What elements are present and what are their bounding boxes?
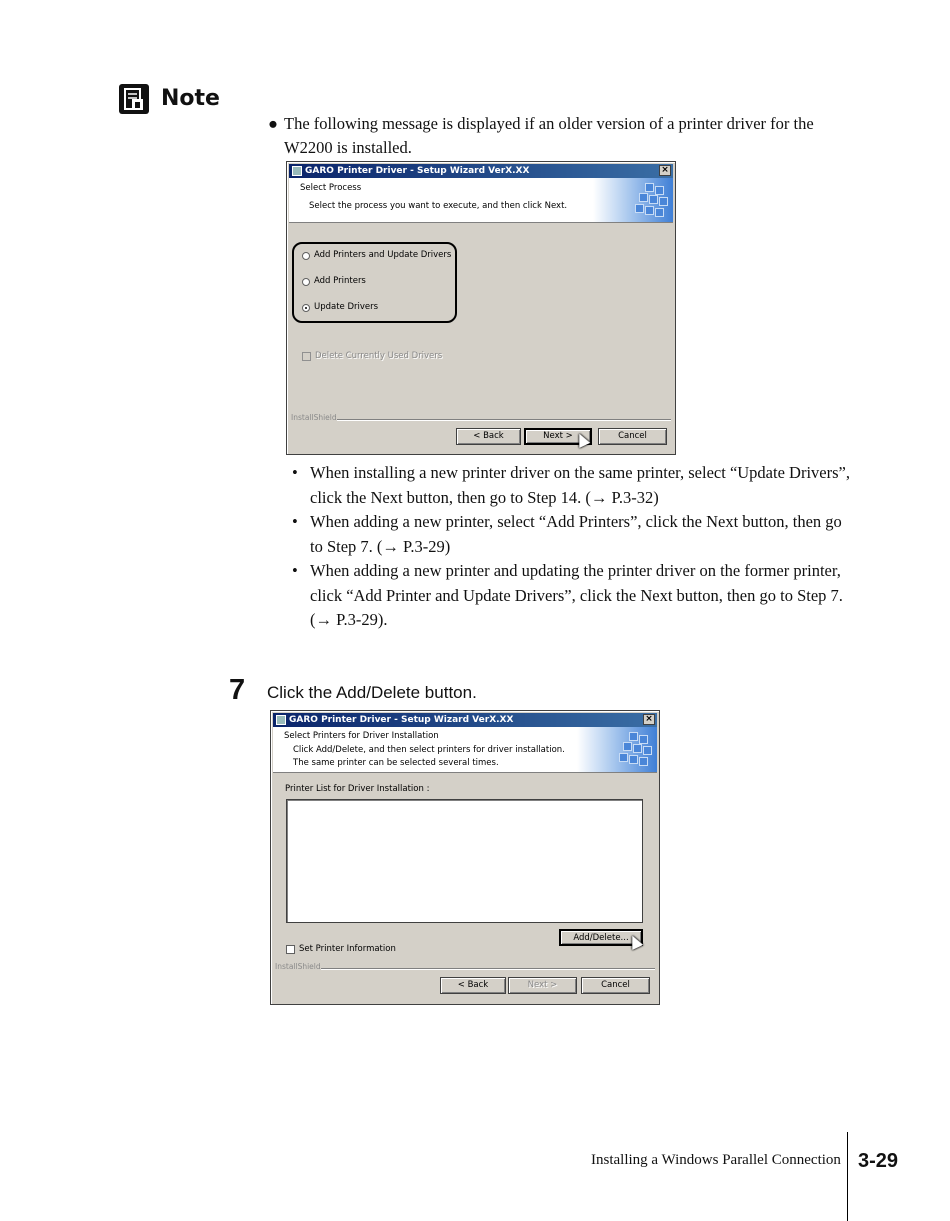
set-printer-info-label[interactable]: Set Printer Information xyxy=(299,944,396,954)
cancel-button[interactable]: Cancel xyxy=(581,977,650,994)
close-icon[interactable]: × xyxy=(659,165,671,176)
radio-label[interactable]: Update Drivers xyxy=(314,302,379,312)
list-item xyxy=(292,510,852,559)
radio-label[interactable]: Add Printers and Update Drivers xyxy=(314,250,452,260)
step-number: 7 xyxy=(229,674,246,706)
close-icon[interactable]: × xyxy=(643,714,655,725)
header-title: Select Printers for Driver Installation xyxy=(284,731,439,741)
header-line-1: Click Add/Delete, and then select printers for driver installation. xyxy=(293,745,565,755)
app-icon xyxy=(276,715,286,725)
dialog-header xyxy=(289,178,673,223)
list-item xyxy=(292,559,852,633)
delete-drivers-label: Delete Currently Used Drivers xyxy=(315,351,443,361)
next-button[interactable]: Next > xyxy=(524,428,592,445)
installshield-label: InstallShield xyxy=(275,962,321,971)
sub-bullet-list xyxy=(292,461,852,633)
dialog-titlebar xyxy=(273,713,657,727)
list-item-text: When adding a new printer and updating the printer driver on the former printer, click “Add Printer and Update Drivers”, click the Next button, then go to Step 7. (→ P.3-29). xyxy=(310,561,843,629)
separator xyxy=(337,419,671,421)
dialog-header xyxy=(273,727,657,773)
setup-wizard-dialog-select-process xyxy=(286,161,676,455)
list-item-text: When installing a new printer driver on the same printer, select “Update Drivers”, click the Next button, then go to Step 14. (→ P.3-32) xyxy=(310,463,850,507)
radio-add-printers[interactable] xyxy=(302,278,310,286)
dialog-title: GARO Printer Driver - Setup Wizard VerX.XX xyxy=(289,715,514,725)
printer-stack-icon xyxy=(593,178,673,222)
setup-wizard-dialog-select-printers xyxy=(270,710,660,1005)
installshield-label: InstallShield xyxy=(291,413,337,422)
note-title: Note xyxy=(161,86,220,111)
dialog-title: GARO Printer Driver - Setup Wizard VerX.XX xyxy=(305,166,530,176)
dialog-titlebar xyxy=(289,164,673,178)
printer-stack-icon xyxy=(577,727,657,772)
radio-label[interactable]: Add Printers xyxy=(314,276,366,286)
printer-list[interactable] xyxy=(286,799,643,923)
delete-drivers-checkbox[interactable] xyxy=(302,352,311,361)
next-button[interactable]: Next > xyxy=(508,977,577,994)
set-printer-info-checkbox[interactable] xyxy=(286,945,295,954)
note-icon xyxy=(119,84,149,114)
header-title: Select Process xyxy=(300,183,362,193)
separator xyxy=(321,968,655,970)
main-bullet xyxy=(268,112,848,160)
bullet-dot-icon: ● xyxy=(268,114,278,133)
bullet-dot-icon: • xyxy=(292,561,298,580)
printer-list-label: Printer List for Driver Installation : xyxy=(285,784,430,794)
main-bullet-text: The following message is displayed if an older version of a printer driver for the W2200 is installed. xyxy=(284,114,814,157)
footer-section-title: Installing a Windows Parallel Connection xyxy=(591,1152,841,1168)
header-line-2: The same printer can be selected several times. xyxy=(293,758,499,768)
app-icon xyxy=(292,166,302,176)
back-button[interactable]: < Back xyxy=(456,428,521,445)
radio-add-printers-update-drivers[interactable] xyxy=(302,252,310,260)
step-text: Click the Add/Delete button. xyxy=(267,683,477,702)
page-number: 3-29 xyxy=(858,1150,899,1172)
list-item-text: When adding a new printer, select “Add Printers”, click the Next button, then go to Step 7. (→ P.3-29) xyxy=(310,512,842,556)
cancel-button[interactable]: Cancel xyxy=(598,428,667,445)
back-button[interactable]: < Back xyxy=(440,977,506,994)
radio-update-drivers[interactable] xyxy=(302,304,310,312)
header-subtitle: Select the process you want to execute, and then click Next. xyxy=(309,201,568,211)
bullet-dot-icon: • xyxy=(292,463,298,482)
footer-divider xyxy=(847,1132,848,1221)
list-item xyxy=(292,461,852,510)
add-delete-button[interactable]: Add/Delete... xyxy=(559,929,643,946)
bullet-dot-icon: • xyxy=(292,512,298,531)
